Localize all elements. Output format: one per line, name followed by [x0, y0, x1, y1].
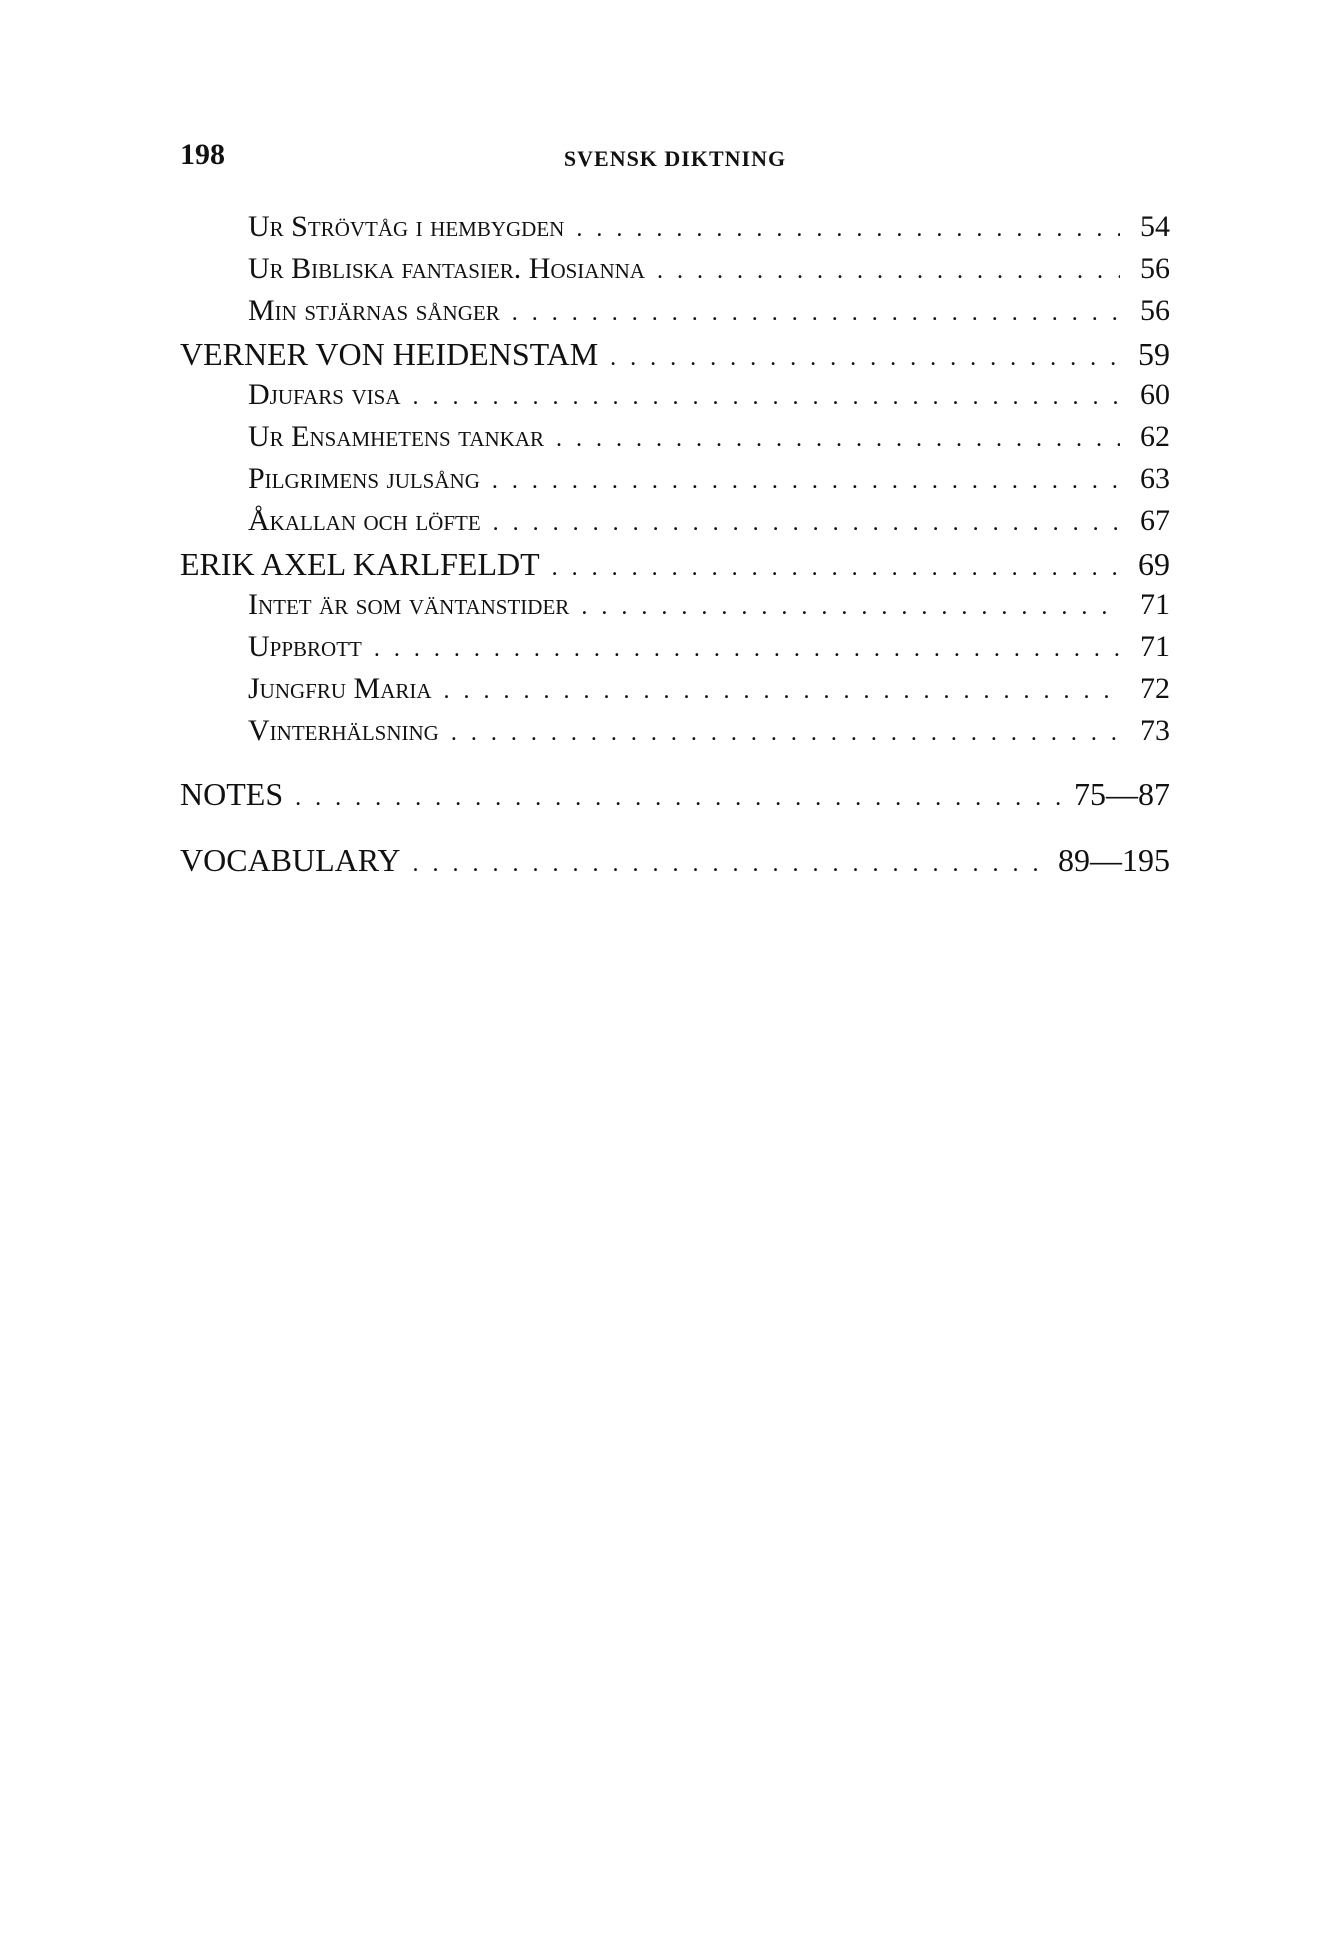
toc-entry-title: Intet är som väntanstider: [248, 588, 570, 621]
toc-entry-akallan-och-lofte: [180, 504, 1170, 546]
toc-section-pages: 75—87: [1074, 776, 1170, 812]
toc-entry-title: Djufars visa: [248, 378, 401, 411]
toc-entry-djufars-visa: [180, 378, 1170, 420]
dot-leader: [374, 636, 1120, 663]
toc-entry-page: 72: [1140, 672, 1170, 705]
toc-author-karlfeldt: [180, 546, 1170, 588]
toc-entry-uppbrott: [180, 630, 1170, 672]
toc-section-title: VOCABULARY: [180, 842, 401, 878]
toc-section-title: NOTES: [180, 776, 284, 812]
dot-leader: [576, 216, 1120, 243]
dot-leader: [412, 851, 1054, 878]
toc-entry-page: 54: [1140, 210, 1170, 243]
toc-author-name: ERIK AXEL KARLFELDT: [180, 546, 540, 582]
toc-entry-page: 56: [1140, 294, 1170, 327]
toc-entry-title: Jungfru Maria: [248, 672, 432, 705]
toc-entry-page: 60: [1140, 378, 1170, 411]
toc-entry-page: 73: [1140, 714, 1170, 747]
toc-entry-page: 71: [1140, 588, 1170, 621]
toc-entry-page: 56: [1140, 252, 1170, 285]
toc-entry-page: 62: [1140, 420, 1170, 453]
toc-entry-ensamhetens-tankar: [180, 420, 1170, 462]
toc-entry-title: Vinterhälsning: [248, 714, 439, 747]
dot-leader: [581, 594, 1120, 621]
toc-entry-title: Min stjärnas sånger: [248, 294, 500, 327]
dot-leader: [657, 258, 1120, 285]
toc-author-name: VERNER VON HEIDENSTAM: [180, 336, 599, 372]
toc-entry-page: 63: [1140, 462, 1170, 495]
toc-section-pages: 89—195: [1058, 842, 1170, 878]
dot-leader: [492, 468, 1120, 495]
toc-section-vocabulary: [180, 842, 1170, 908]
toc-entry-page: 59: [1138, 336, 1170, 372]
toc-entry-page: 71: [1140, 630, 1170, 663]
dot-leader: [295, 785, 1070, 812]
toc-entry-jungfru-maria: [180, 672, 1170, 714]
toc-entry-title: Ur Strövtåg i hembygden: [248, 210, 565, 243]
running-head: [180, 138, 1170, 178]
dot-leader: [512, 300, 1120, 327]
page-number: 198: [180, 138, 225, 171]
dot-leader: [556, 426, 1120, 453]
dot-leader: [610, 345, 1120, 372]
toc-entry-title: Pilgrimens julsång: [248, 462, 480, 495]
toc-entry-bibliska-fantasier: [180, 252, 1170, 294]
toc-entry-intet-ar-som-vantanstider: [180, 588, 1170, 630]
toc-entry-title: Uppbrott: [248, 630, 362, 663]
running-title: SVENSK DIKTNING: [563, 146, 787, 171]
dot-leader: [552, 555, 1120, 582]
toc-entry-title: Ur Ensamhetens tankar: [248, 420, 544, 453]
dot-leader: [444, 678, 1120, 705]
toc-entry-page: 69: [1138, 546, 1170, 582]
dot-leader: [412, 384, 1120, 411]
toc-entry-page: 67: [1140, 504, 1170, 537]
toc-entry-vinterhalsning: [180, 714, 1170, 756]
table-of-contents: [180, 210, 1170, 908]
toc-entry-strovtag: [180, 210, 1170, 252]
toc-entry-min-stjarnas-sanger: [180, 294, 1170, 336]
toc-entry-title: Ur Bibliska fantasier. Hosianna: [248, 252, 645, 285]
dot-leader: [493, 510, 1120, 537]
toc-section-notes: [180, 776, 1170, 842]
dot-leader: [451, 720, 1120, 747]
toc-entry-pilgrimens-julsang: [180, 462, 1170, 504]
toc-author-heidenstam: [180, 336, 1170, 378]
toc-entry-title: Åkallan och löfte: [248, 504, 481, 537]
